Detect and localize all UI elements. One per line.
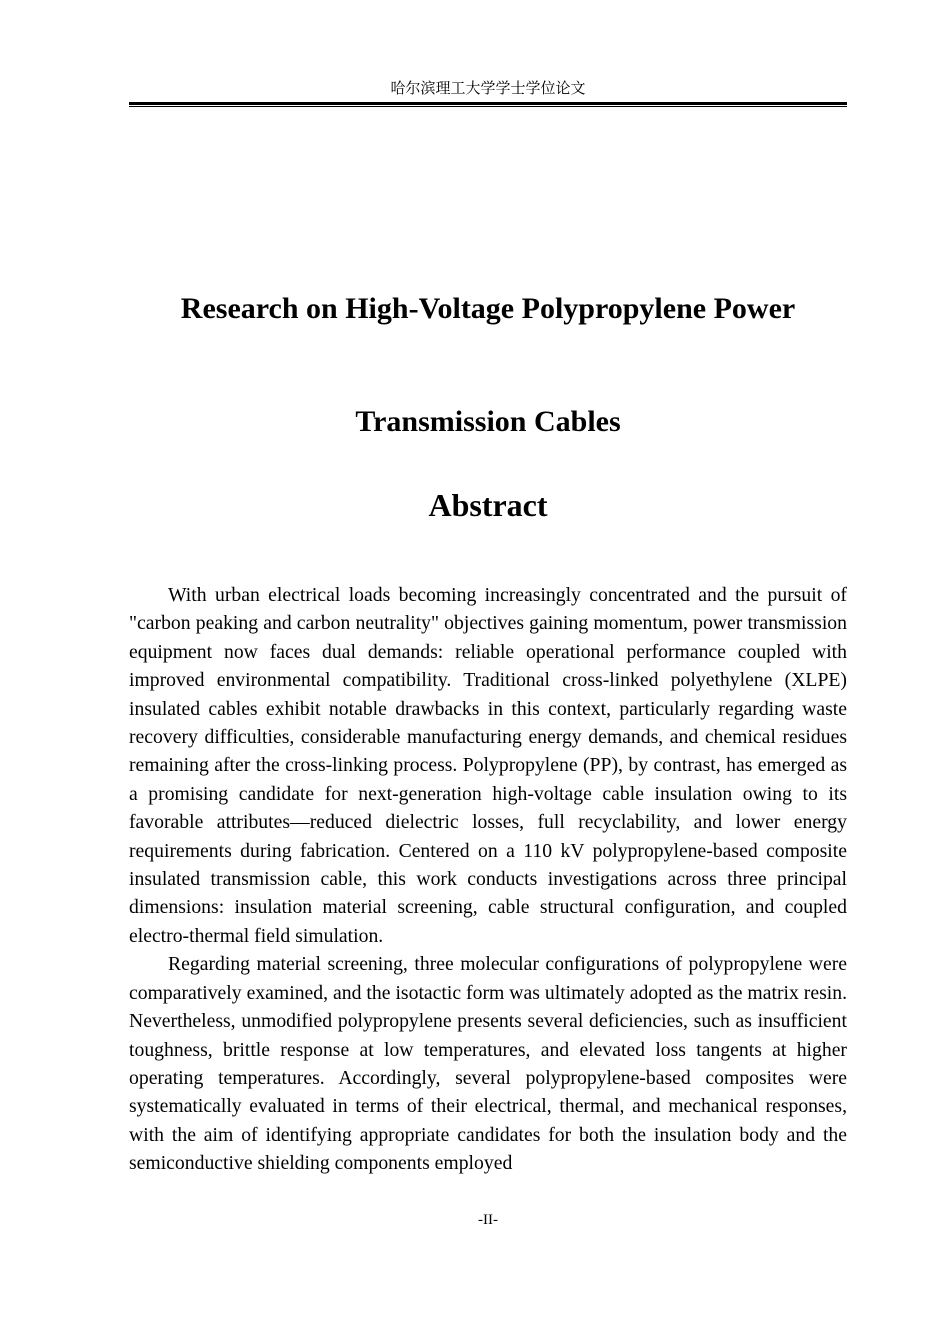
abstract-body (129, 581, 847, 1207)
header-rule-thick (129, 102, 847, 105)
page-number: -II- (478, 1212, 498, 1228)
abstract-heading: Abstract (428, 487, 548, 523)
thesis-title: Research on High-Voltage Polypropylene Power Transmission Cables (180, 292, 796, 438)
abstract-paragraph-2: Regarding material screening, three molecular configurations of polypropylene were comparatively examined, and the isotactic form was ultimately adopted as the matrix resin. Nevertheless, unmodified polypropylene presents several deficiencies, such as insufficient toughness, brittle response at low temperatures, and elevated loss tangents at higher operating temperatures. Accordingly, several polypropylene-based composites were systematically evaluated in terms of their electrical, thermal, and mechanical responses, with the aim of identifying appropriate candidates for both the insulation body and the semiconductive shielding components employed (129, 953, 847, 1175)
abstract-paragraph-1: With urban electrical loads becoming increasingly concentrated and the pursuit of "carbon peaking and carbon neutrality" objectives gaining momentum, power transmission equipment now faces dual demands: reliable operational performance coupled with improved environmental compatibility. Traditional cross-linked polyethylene (XLPE) insulated cables exhibit notable drawbacks in this context, particularly regarding waste recovery difficulties, considerable manufacturing energy demands, and chemical residues remaining after the cross-linking process. Polypropylene (PP), by contrast, has emerged as a promising candidate for next-generation high-voltage cable insulation owing to its favorable attributes—reduced dielectric losses, full recyclability, and lower energy requirements during fabrication. Centered on a 110 kV polypropylene-based composite insulated transmission cable, this work conducts investigations across three principal dimensions: insulation material screening, cable structural configuration, and coupled electro-thermal field simulation. (129, 584, 847, 947)
header-rule-thin (129, 106, 847, 107)
running-header: 哈尔滨理工大学学士学位论文 (390, 79, 586, 97)
